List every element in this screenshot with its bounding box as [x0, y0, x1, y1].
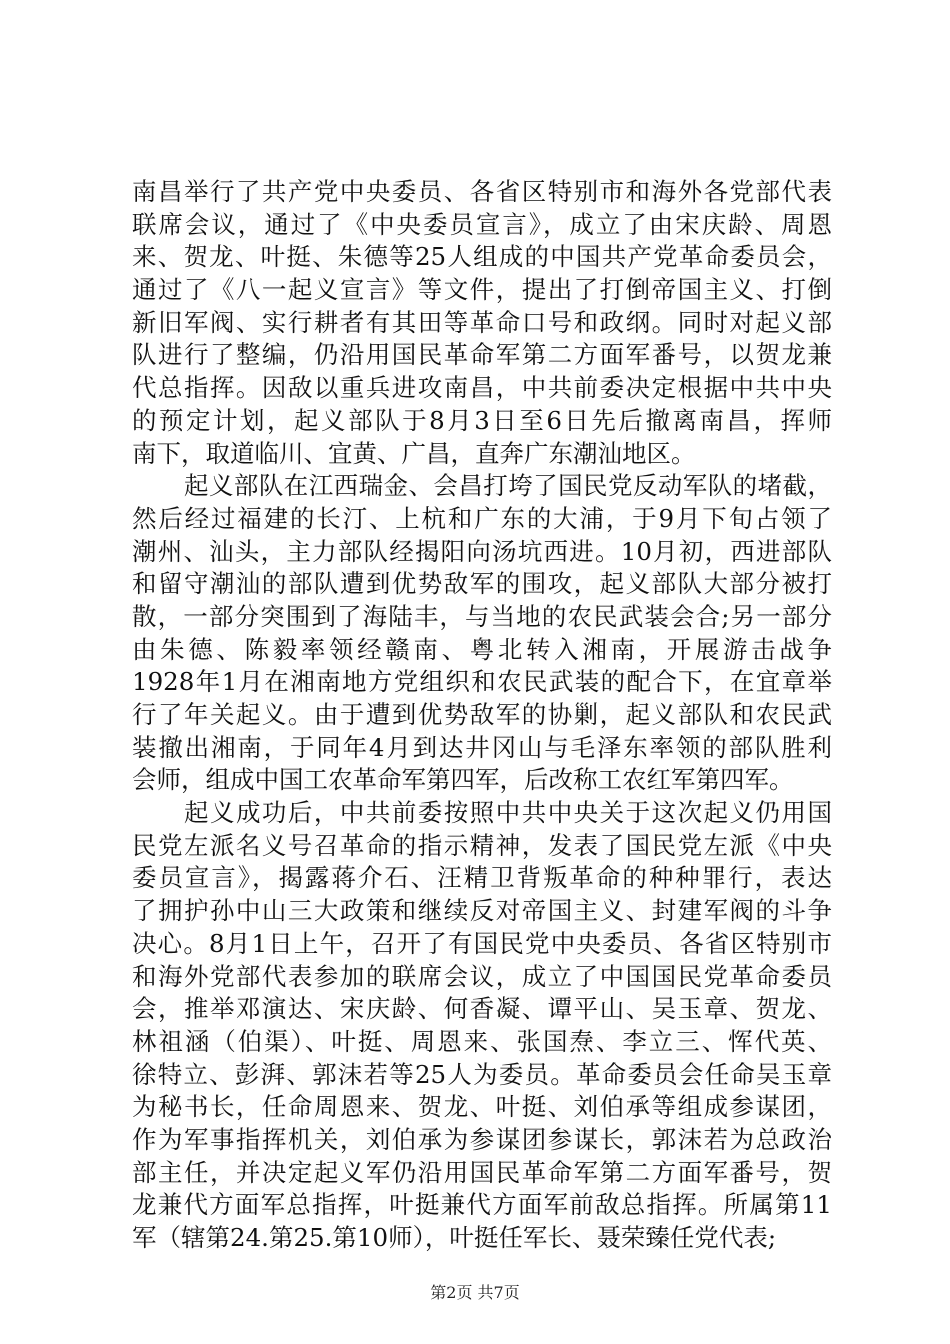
- text-line: 部主任，并决定起义军仍沿用国民革命军第二方面军番号，贺: [132, 1157, 832, 1187]
- text-line: 代总指挥。因敌以重兵进攻南昌，中共前委决定根据中共中央: [132, 373, 832, 403]
- text-line: 决心。8月1日上午，召开了有国民党中央委员、各省区特别市: [132, 928, 832, 958]
- text-line: 来、贺龙、叶挺、朱德等25人组成的中国共产党革命委员会，: [132, 242, 832, 272]
- text-line: 散，一部分突围到了海陆丰，与当地的农民武装会合;另一部分: [132, 601, 832, 631]
- text-line: 林祖涵（伯渠）、叶挺、周恩来、张国焘、李立三、恽代英、: [132, 1026, 832, 1056]
- text-line: 为秘书长，任命周恩来、贺龙、叶挺、刘伯承等组成参谋团，: [132, 1092, 832, 1122]
- text-line: 徐特立、彭湃、郭沫若等25人为委员。革命委员会任命吴玉章: [132, 1059, 832, 1089]
- text-line: 作为军事指挥机关，刘伯承为参谋团参谋长，郭沫若为总政治: [132, 1124, 832, 1154]
- text-line: 龙兼代方面军总指挥，叶挺兼代方面军前敌总指挥。所属第11: [132, 1190, 832, 1220]
- text-line: 联席会议，通过了《中央委员宣言》，成立了由宋庆龄、周恩: [132, 209, 832, 239]
- text-line: 1928年1月在湘南地方党组织和农民武装的配合下，在宜章举: [132, 667, 832, 697]
- body-text: [132, 176, 832, 1255]
- paragraph-first-line: 起义成功后，中共前委按照中共中央关于这次起义仍用国: [184, 798, 832, 828]
- page-number-footer: 第2页 共7页: [430, 1283, 520, 1302]
- text-line: 的预定计划，起义部队于8月3日至6日先后撤离南昌，挥师: [132, 405, 832, 435]
- text-line: 南下，取道临川、宜黄、广昌，直奔广东潮汕地区。: [132, 438, 696, 468]
- text-line: 然后经过福建的长汀、上杭和广东的大浦，于9月下旬占领了: [132, 503, 832, 533]
- text-line: 民党左派名义号召革命的指示精神，发表了国民党左派《中央: [132, 830, 832, 860]
- text-line: 装撤出湘南，于同年4月到达井冈山与毛泽东率领的部队胜利: [132, 732, 832, 762]
- text-line: 行了年关起义。由于遭到优势敌军的协剿，起义部队和农民武: [132, 700, 832, 729]
- text-line: 通过了《八一起义宣言》等文件，提出了打倒帝国主义、打倒: [132, 275, 832, 305]
- text-line: 潮州、汕头，主力部队经揭阳向汤坑西进。10月初，西进部队: [132, 536, 832, 566]
- text-line: 由朱德、陈毅率领经赣南、粤北转入湘南，开展游击战争: [132, 634, 832, 664]
- text-line: 会，推举邓演达、宋庆龄、何香凝、谭平山、吴玉章、贺龙、: [132, 994, 832, 1024]
- text-line: 队进行了整编，仍沿用国民革命军第二方面军番号，以贺龙兼: [132, 340, 832, 370]
- text-line: 委员宣言》，揭露蒋介石、汪精卫背叛革命的种种罪行，表达: [132, 863, 832, 893]
- text-line: 军（辖第24.第25.第10师），叶挺任军长、聂荣臻任党代表;: [132, 1223, 777, 1252]
- text-line: 和海外党部代表参加的联席会议，成立了中国国民党革命委员: [132, 961, 832, 991]
- paragraph-first-line: 起义部队在江西瑞金、会昌打垮了国民党反动军队的堵截，: [184, 471, 832, 501]
- text-line: 会师，组成中国工农革命军第四军，后改称工农红军第四军。: [132, 765, 794, 795]
- text-line: 新旧军阀、实行耕者有其田等革命口号和政纲。同时对起义部: [132, 307, 832, 337]
- text-line: 南昌举行了共产党中央委员、各省区特别市和海外各党部代表: [132, 177, 832, 206]
- text-line: 了拥护孙中山三大政策和继续反对帝国主义、封建军阀的斗争: [132, 896, 832, 926]
- text-line: 和留守潮汕的部队遭到优势敌军的围攻，起义部队大部分被打: [132, 569, 832, 599]
